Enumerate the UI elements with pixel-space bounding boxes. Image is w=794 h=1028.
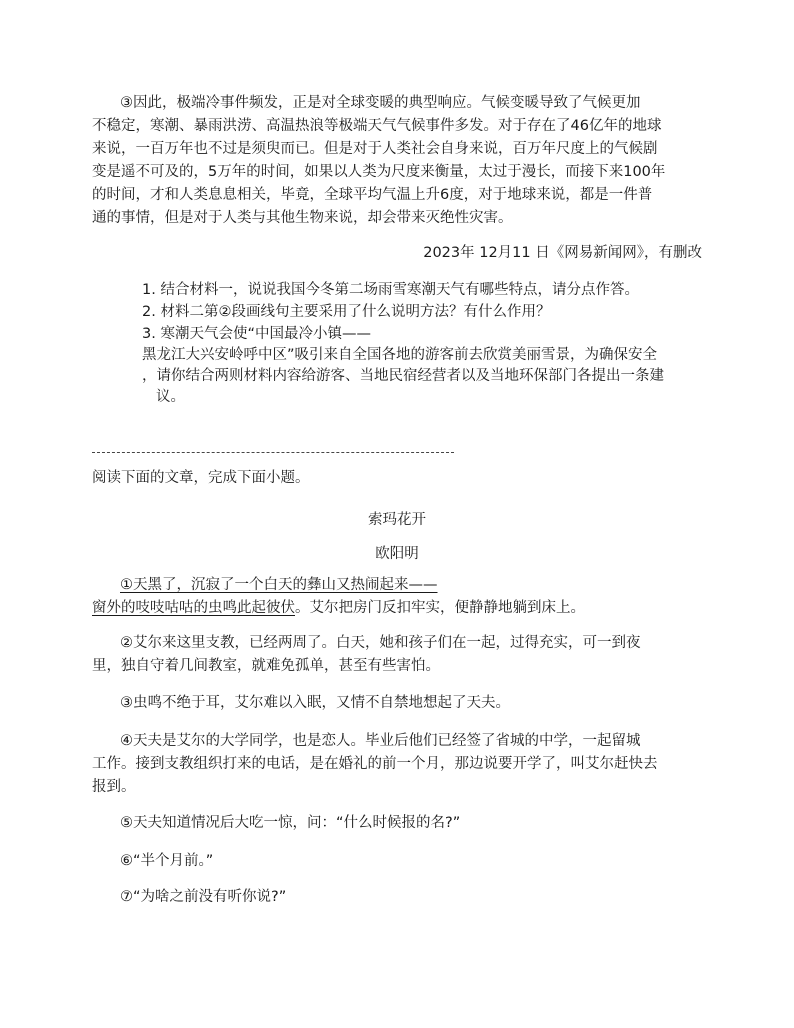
text-line: ④天夫是艾尔的大学同学，也是恋人。毕业后他们已经签了省城的中学，一起留城 <box>120 733 641 749</box>
story-paragraph-6 <box>92 850 704 873</box>
text-line: 工作。接到支教组织打来的电话，是在婚礼的前一个月，那边说要开学了，叫艾尔赶快去 <box>92 756 658 772</box>
text-line: ⑤天夫知道情况后大吃一惊，问：“什么时候报的名?” <box>120 815 461 831</box>
text-line: 报到。 <box>92 779 136 795</box>
question-text: 2. 材料二第②段画线句主要采用了什么说明方法？有什么作用？ <box>142 304 551 320</box>
text-line: 变是遥不可及的，5万年的时间，如果以人类为尺度来衡量，太过于漫长，而接下来100年 <box>92 164 666 180</box>
text-line: ③因此，极端冷事件频发，正是对全球变暖的典型响应。气候变暖导致了气候更加 <box>120 95 641 111</box>
question-3 <box>142 324 712 408</box>
section-divider <box>92 452 454 453</box>
question-text: 1. 结合材料一，说说我国今冬第二场雨雪寒潮天气有哪些特点，请分点作答。 <box>142 282 639 298</box>
story-paragraph-1 <box>92 574 704 620</box>
question-text: 议。 <box>156 389 185 405</box>
question-2 <box>142 302 712 323</box>
source-citation: 2023年 12月11 日《网易新闻网》，有删改 <box>423 245 702 261</box>
question-text: ，请你结合两则材料内容给游客、当地民宿经营者以及当地环保部门各提出一条建 <box>142 368 664 384</box>
question-text: 3. 寒潮天气会使“中国最冷小镇—— <box>142 326 371 342</box>
story-paragraph-5 <box>92 812 704 835</box>
text-line: 不稳定，寒潮、暴雨洪涝、高温热浪等极端天气气候事件多发。对于存在了46亿年的地球 <box>92 118 662 134</box>
text-line: ②艾尔来这里支教，已经两周了。白天，她和孩子们在一起，过得充实，可一到夜 <box>120 635 641 651</box>
text-line: ③虫鸣不绝于耳，艾尔难以入眠，又情不自禁地想起了天夫。 <box>120 695 510 711</box>
underlined-sentence: 窗外的吱吱咕咕的虫鸣此起彼伏 <box>92 600 295 616</box>
story-author: 欧阳明 <box>375 546 419 562</box>
story-paragraph-7 <box>92 886 704 909</box>
text-line: 通的事情，但是对于人类与其他生物来说，却会带来灭绝性灾害。 <box>92 210 513 226</box>
text-fragment: 。艾尔把房门反扣牢实，便静静地躺到床上。 <box>295 600 585 616</box>
story-paragraph-2 <box>92 632 704 678</box>
story-title: 索玛花开 <box>368 512 426 528</box>
text-line: 里，独自守着几间教室，就难免孤单，甚至有些害怕。 <box>92 658 440 674</box>
underlined-sentence: ①天黑了，沉寂了一个白天的彝山又热闹起来—— <box>120 577 438 593</box>
text-line: 的时间，才和人类息息相关，毕竟，全球平均气温上升6度，对于地球来说，都是一件普 <box>92 187 653 203</box>
story-paragraph-4 <box>92 730 704 799</box>
question-1 <box>142 280 712 301</box>
material-paragraph-3 <box>92 92 704 230</box>
text-line: 来说，一百万年也不过是须臾而已。但是对于人类社会自身来说，百万年尺度上的气候剧 <box>92 141 658 157</box>
reading-instruction: 阅读下面的文章，完成下面小题。 <box>92 470 310 486</box>
story-paragraph-3 <box>92 692 704 715</box>
text-line: ⑦“为啥之前没有听你说?” <box>120 889 287 905</box>
question-text: 黑龙江大兴安岭呼中区”吸引来自全国各地的游客前去欣赏美丽雪景，为确保安全 <box>142 347 658 363</box>
text-line: ⑥“半个月前。” <box>120 853 214 869</box>
